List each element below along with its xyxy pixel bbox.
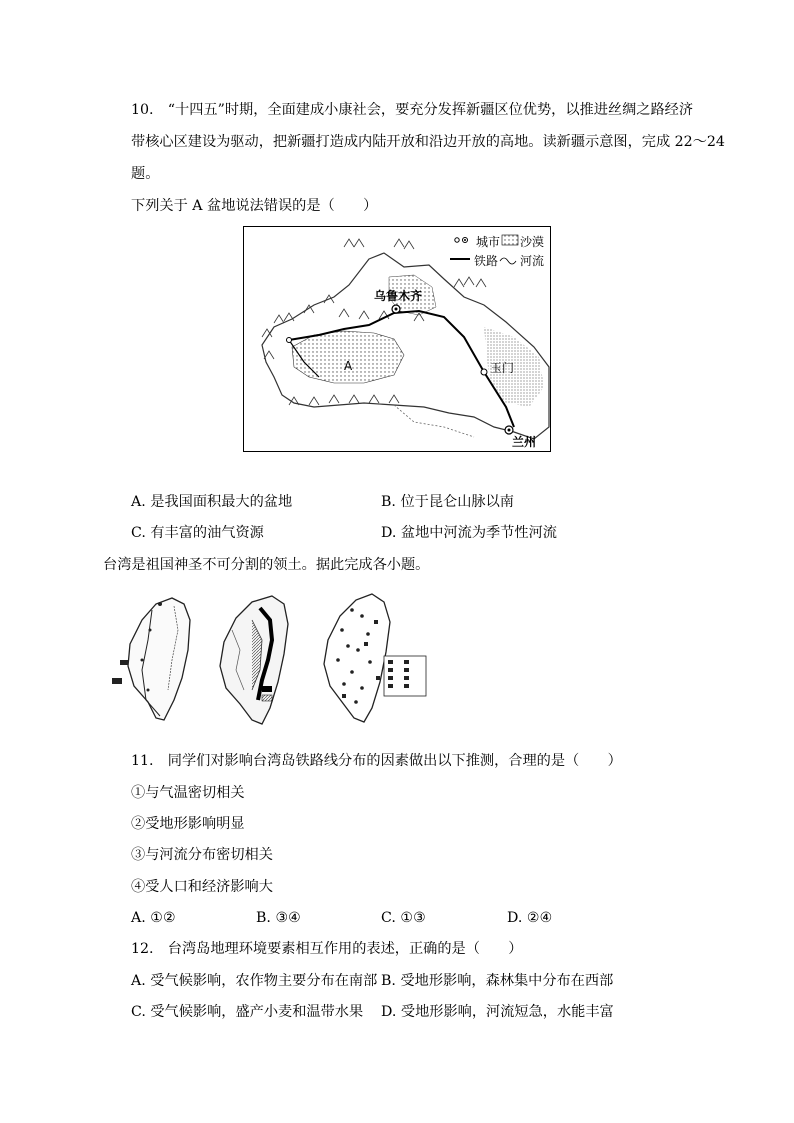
lanzhou-city-dot [508,429,511,432]
q12-option-d[interactable]: D. 受地形影响，河流短急，水能丰富 [381,1004,614,1020]
taiwan-map-2 [220,596,288,724]
legend-river-label: 河流 [520,254,545,268]
taiwan-maps-figure [112,590,432,738]
q10-question: 下列关于 A 盆地说法错误的是（ ） [131,198,378,214]
legend-city-icon-2-dot [464,239,466,241]
xinjiang-map-drawing [244,227,550,451]
tarim-desert [292,331,404,383]
legend-desert-swatch [502,235,518,245]
taiwan-map-1 [112,598,190,720]
legend-city-label: 城市 [476,235,501,249]
q12-option-b[interactable]: B. 受地形影响，森林集中分布在西部 [381,973,614,989]
q11-statement-2: ②受地形影响明显 [131,816,245,832]
q11-statement-3: ③与河流分布密切相关 [131,847,273,863]
q11-option-b[interactable]: B. ③④ [256,910,301,926]
q10-option-a[interactable]: A. 是我国面积最大的盆地 [131,494,293,510]
q10-option-c[interactable]: C. 有丰富的油气资源 [131,525,264,541]
yumen-city-icon [481,369,487,375]
q10-stem-line3: 题。 [131,166,160,182]
q12-option-a[interactable]: A. 受气候影响，农作物主要分布在南部 [131,973,378,989]
q10-stem-line2: 带核心区建设为驱动，把新疆打造成内陆开放和沿边开放的高地。读新疆示意图，完成 22～24 [131,134,725,150]
q10-option-d[interactable]: D. 盆地中河流为季节性河流 [381,525,557,541]
urumqi-label: 乌鲁木齐 [374,289,423,303]
q11-option-c[interactable]: C. ①③ [381,910,426,926]
basin-a-label: A [344,359,353,373]
urumqi-city-dot [395,308,398,311]
q10-stem-line1: 10. “十四五”时期，全面建成小康社会，要充分发挥新疆区位优势，以推进丝绸之路经济 [131,102,694,118]
lanzhou-label: 兰州 [512,435,537,449]
legend-railway-label: 铁路 [474,254,499,268]
yumen-label: 玉门 [490,361,515,375]
q12-option-c[interactable]: C. 受气候影响，盛产小麦和温带水果 [131,1004,364,1020]
xinjiang-map [243,226,551,452]
q11-statement-4: ④受人口和经济影响大 [131,879,273,895]
legend-desert-label: 沙漠 [520,235,545,249]
q11-option-a[interactable]: A. ①② [131,910,176,926]
kashgar-city-icon [287,338,292,343]
q11-stem: 11. 同学们对影响台湾岛铁路线分布的因素做出以下推测，合理的是（ ） [131,753,622,769]
q12-stem: 12. 台湾岛地理环境要素相互作用的表述，正确的是（ ） [131,941,523,957]
taiwan-map-3 [324,594,426,722]
taiwan-maps-drawing [112,590,432,738]
q10-option-b[interactable]: B. 位于昆仑山脉以南 [381,494,514,510]
q11-option-d[interactable]: D. ②④ [507,910,553,926]
q11-statement-1: ①与气温密切相关 [131,785,245,801]
taiwan-intro: 台湾是祖国神圣不可分割的领土。据此完成各小题。 [103,557,430,573]
